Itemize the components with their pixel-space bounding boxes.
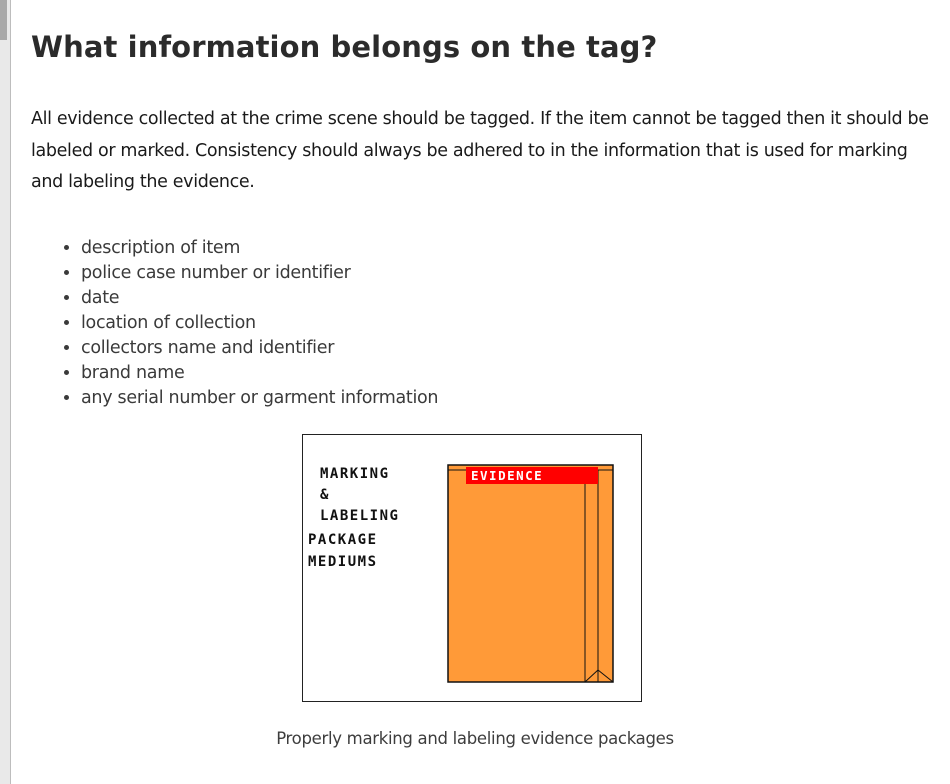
list-item: • collectors name and identifier bbox=[81, 336, 438, 361]
figure-text-mediums: MEDIUMS bbox=[308, 554, 378, 570]
bag-body bbox=[448, 465, 613, 682]
list-item: • date bbox=[81, 286, 438, 311]
list-item: • any serial number or garment information bbox=[81, 386, 438, 411]
figure-text-marking: MARKING bbox=[320, 466, 390, 482]
evidence-label-text: EVIDENCE bbox=[471, 468, 544, 483]
list-item: • police case number or identifier bbox=[81, 261, 438, 286]
intro-paragraph: All evidence collected at the crime scene should be tagged. If the item cannot be tagged then it should be labeled or marked. Consistency should always be adhered to in the information that is used for marking and labeling the evidence. bbox=[31, 109, 929, 192]
page-scrollbar[interactable] bbox=[0, 0, 11, 784]
evidence-package-figure bbox=[302, 434, 642, 702]
evidence-bag-illustration bbox=[303, 435, 641, 701]
figure-text-labeling: LABELING bbox=[320, 508, 400, 524]
list-item: • location of collection bbox=[81, 311, 438, 336]
figure-text-package: PACKAGE bbox=[308, 532, 378, 548]
figure-caption: Properly marking and labeling evidence packages bbox=[276, 729, 674, 748]
list-item: • brand name bbox=[81, 361, 438, 386]
scrollbar-thumb[interactable] bbox=[0, 0, 7, 40]
tag-info-list bbox=[31, 236, 438, 411]
list-item: • description of item bbox=[81, 236, 438, 261]
page-heading: What information belongs on the tag? bbox=[31, 30, 658, 64]
figure-text-ampersand: & bbox=[320, 487, 330, 503]
